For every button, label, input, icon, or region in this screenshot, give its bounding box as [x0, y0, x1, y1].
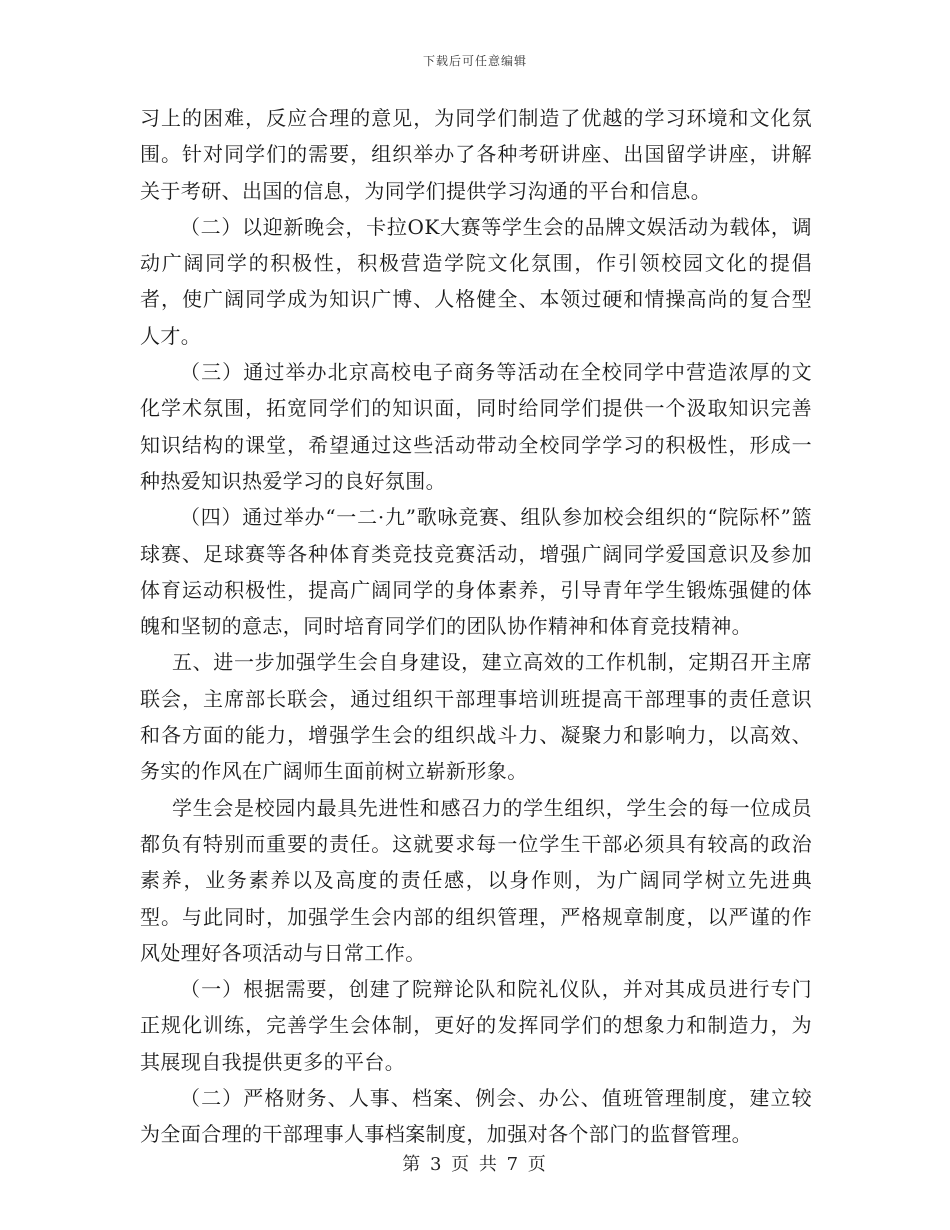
- paragraph-section-5: 五、进一步加强学生会自身建设，建立高效的工作机制，定期召开主席联会，主席部长联会，通过组织干部理事培训班提高干部理事的责任意识和各方面的能力，增强学生会的组织战斗力、凝聚力和影响力，以高效、务实的作风在广阔师生面前树立崭新形象。: [140, 650, 812, 784]
- paragraph-item-2b: （二）严格财务、人事、档案、例会、办公、值班管理制度，建立较为全面合理的干部理事人事档案制度，加强对各个部门的监督管理。: [140, 1086, 812, 1147]
- paragraph-student-union: 学生会是校园内最具先进性和感召力的学生组织，学生会的每一位成员都负有特别而重要的责任。这就要求每一位学生干部必须具有较高的政治素养，业务素养以及高度的责任感，以身作则，为广阔同学树立先进典型。与此同时，加强学生会内部的组织管理，严格规章制度，以严谨的作风处理好各项活动与日常工作。: [140, 795, 812, 965]
- page-number: 第 3 页 共 7 页: [402, 1154, 548, 1175]
- paragraph-item-1: （一）根据需要，创建了院辩论队和院礼仪队，并对其成员进行专门正规化训练，完善学生会体制，更好的发挥同学们的想象力和制造力，为其展现自我提供更多的平台。: [140, 977, 812, 1074]
- document-body: [140, 100, 812, 1153]
- paragraph-item-4: （四）通过举办“一二·九”歌咏竞赛、组队参加校会组织的“院际杯”篮球赛、足球赛等各种体育类竞技竞赛活动，增强广阔同学爱国意识及参加体育运动积极性，提高广阔同学的身体素养，引导青年学生锻炼强健的体魄和坚韧的意志，同时培育同学们的团队协作精神和体育竞技精神。: [140, 505, 812, 639]
- paragraph-continuation: 习上的困难，反应合理的意见，为同学们制造了优越的学习环境和文化氛围。针对同学们的需要，组织举办了各种考研讲座、出国留学讲座，讲解关于考研、出国的信息，为同学们提供学习沟通的平台和信息。: [140, 106, 812, 203]
- page-header: 下载后可任意编辑: [422, 54, 527, 68]
- paragraph-item-3: （三）通过举办北京高校电子商务等活动在全校同学中营造浓厚的文化学术氛围，拓宽同学们的知识面，同时给同学们提供一个汲取知识完善知识结构的课堂，希望通过这些活动带动全校同学学习的积极性，形成一种热爱知识热爱学习的良好氛围。: [140, 360, 812, 493]
- paragraph-item-2: （二）以迎新晚会，卡拉OK大赛等学生会的品牌文娱活动为载体，调动广阔同学的积极性，积极营造学院文化氛围，作引领校园文化的提倡者，使广阔同学成为知识广博、人格健全、本领过硬和情操高尚的复合型人才。: [140, 214, 812, 348]
- page-footer: [0, 1150, 950, 1176]
